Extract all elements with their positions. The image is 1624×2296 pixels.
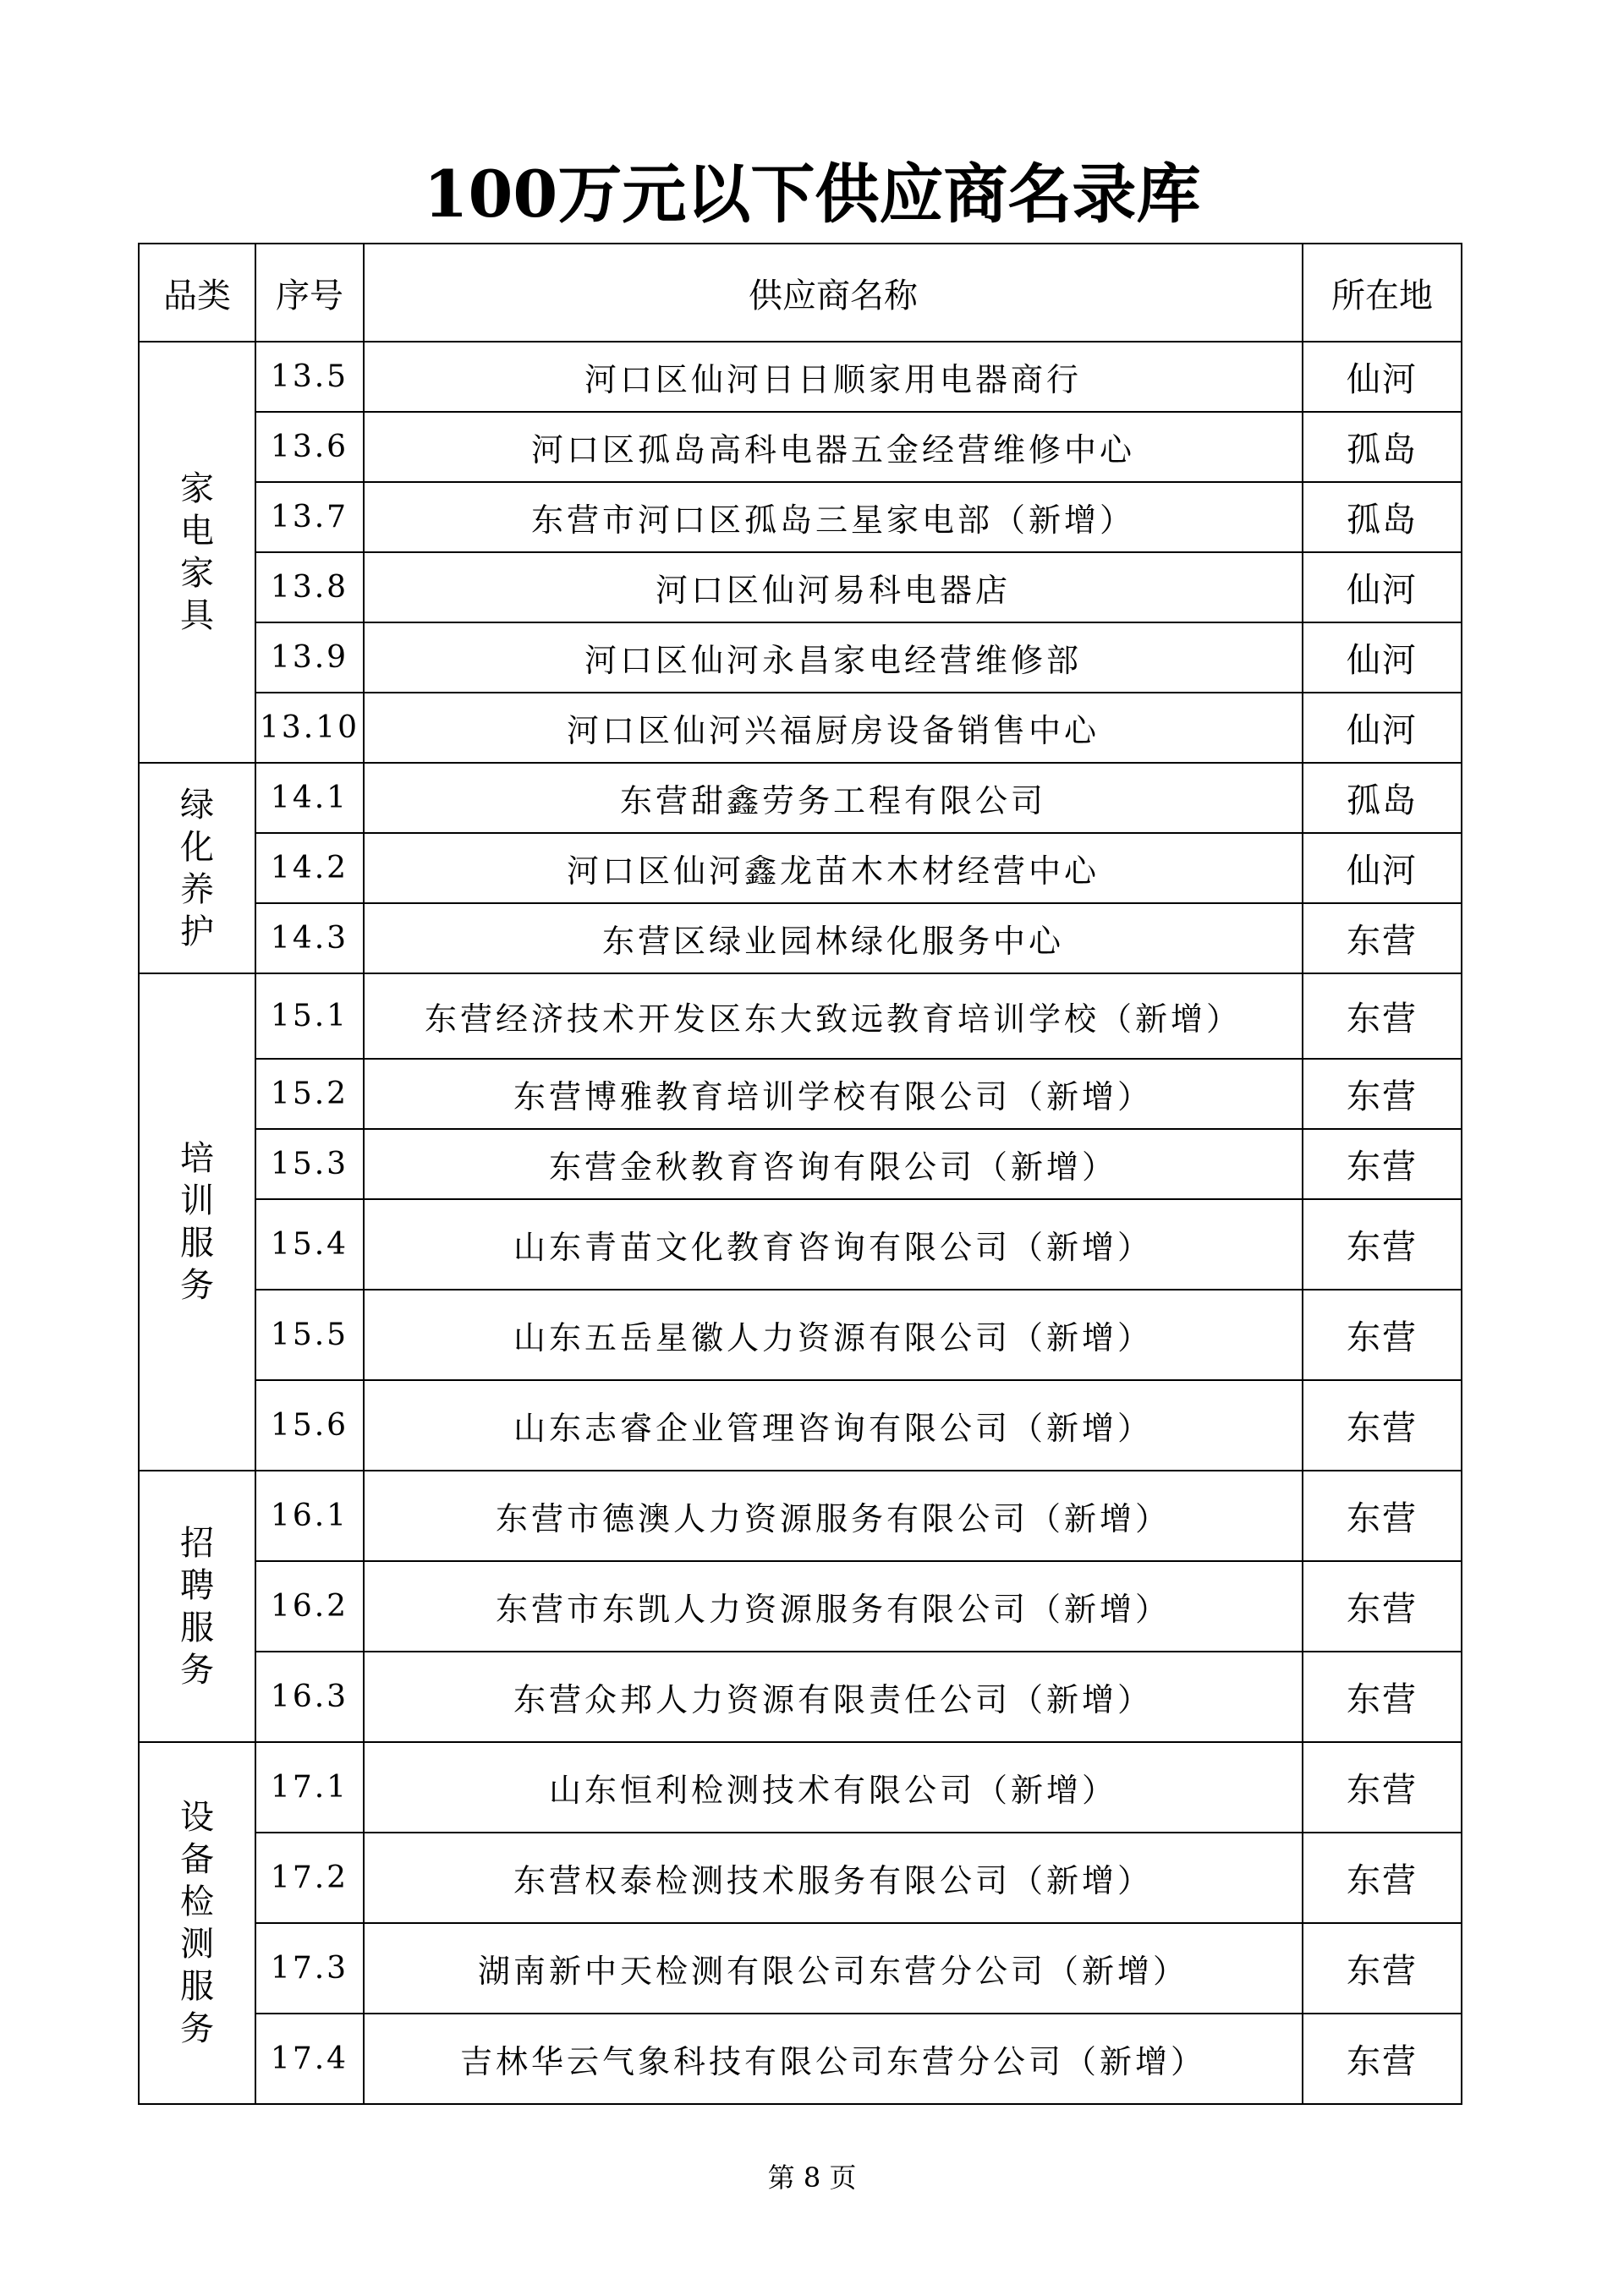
category-cell: 家电家具 [139, 342, 255, 763]
table-row [139, 903, 1462, 973]
table-row [139, 622, 1462, 693]
seq-cell: 14.1 [255, 763, 364, 833]
table-row [139, 1290, 1462, 1380]
supplier-name-cell: 河口区仙河易科电器店 [364, 552, 1303, 622]
location-cell: 东营 [1303, 1129, 1462, 1199]
supplier-name-cell: 湖南新中天检测有限公司东营分公司（新增） [364, 1923, 1303, 2014]
location-cell: 仙河 [1303, 693, 1462, 763]
location-cell: 孤岛 [1303, 763, 1462, 833]
table-row [139, 833, 1462, 903]
seq-cell: 13.8 [255, 552, 364, 622]
header-seq: 序号 [255, 244, 364, 342]
seq-cell: 14.3 [255, 903, 364, 973]
seq-cell: 17.2 [255, 1833, 364, 1923]
supplier-name-cell: 东营众邦人力资源有限责任公司（新增） [364, 1652, 1303, 1742]
category-cell: 绿化养护 [139, 763, 255, 973]
table-row [139, 412, 1462, 482]
seq-cell: 15.3 [255, 1129, 364, 1199]
location-cell: 仙河 [1303, 552, 1462, 622]
table-row [139, 482, 1462, 552]
location-cell: 东营 [1303, 973, 1462, 1059]
table-header-row [139, 244, 1462, 342]
table-row [139, 552, 1462, 622]
seq-cell: 17.4 [255, 2014, 364, 2104]
table-row [139, 1471, 1462, 1561]
seq-cell: 13.9 [255, 622, 364, 693]
table-row [139, 763, 1462, 833]
seq-cell: 16.3 [255, 1652, 364, 1742]
table-row [139, 1380, 1462, 1471]
seq-cell: 15.2 [255, 1059, 364, 1129]
table-row [139, 1129, 1462, 1199]
table-row [139, 1561, 1462, 1652]
table-row [139, 1652, 1462, 1742]
location-cell: 孤岛 [1303, 412, 1462, 482]
seq-cell: 15.4 [255, 1199, 364, 1290]
location-cell: 东营 [1303, 1652, 1462, 1742]
supplier-name-cell: 河口区仙河永昌家电经营维修部 [364, 622, 1303, 693]
location-cell: 东营 [1303, 1290, 1462, 1380]
seq-cell: 13.7 [255, 482, 364, 552]
supplier-name-cell: 东营金秋教育咨询有限公司（新增） [364, 1129, 1303, 1199]
location-cell: 东营 [1303, 1561, 1462, 1652]
supplier-name-cell: 山东青苗文化教育咨询有限公司（新增） [364, 1199, 1303, 1290]
location-cell: 仙河 [1303, 622, 1462, 693]
location-cell: 东营 [1303, 1833, 1462, 1923]
location-cell: 东营 [1303, 1380, 1462, 1471]
seq-cell: 16.1 [255, 1471, 364, 1561]
supplier-name-cell: 东营市德澳人力资源服务有限公司（新增） [364, 1471, 1303, 1561]
location-cell: 东营 [1303, 2014, 1462, 2104]
supplier-name-cell: 东营权泰检测技术服务有限公司（新增） [364, 1833, 1303, 1923]
supplier-name-cell: 东营区绿业园林绿化服务中心 [364, 903, 1303, 973]
location-cell: 东营 [1303, 1923, 1462, 2014]
location-cell: 孤岛 [1303, 482, 1462, 552]
location-cell: 仙河 [1303, 833, 1462, 903]
page-title: 100万元以下供应商名录库 [423, 156, 1201, 232]
supplier-name-cell: 山东五岳星徽人力资源有限公司（新增） [364, 1290, 1303, 1380]
table-row [139, 1833, 1462, 1923]
seq-cell: 17.3 [255, 1923, 364, 2014]
table-row [139, 1199, 1462, 1290]
table-row [139, 1059, 1462, 1129]
supplier-name-cell: 河口区仙河日日顺家用电器商行 [364, 342, 1303, 412]
table-row [139, 1923, 1462, 2014]
location-cell: 仙河 [1303, 342, 1462, 412]
location-cell: 东营 [1303, 1471, 1462, 1561]
location-cell: 东营 [1303, 1199, 1462, 1290]
seq-cell: 15.1 [255, 973, 364, 1059]
category-cell: 设备检测服务 [139, 1742, 255, 2104]
seq-cell: 16.2 [255, 1561, 364, 1652]
seq-cell: 13.6 [255, 412, 364, 482]
supplier-name-cell: 河口区孤岛高科电器五金经营维修中心 [364, 412, 1303, 482]
supplier-name-cell: 东营甜鑫劳务工程有限公司 [364, 763, 1303, 833]
location-cell: 东营 [1303, 1059, 1462, 1129]
supplier-name-cell: 河口区仙河兴福厨房设备销售中心 [364, 693, 1303, 763]
category-cell: 招聘服务 [139, 1471, 255, 1742]
seq-cell: 17.1 [255, 1742, 364, 1833]
location-cell: 东营 [1303, 1742, 1462, 1833]
supplier-name-cell: 东营经济技术开发区东大致远教育培训学校（新增） [364, 973, 1303, 1059]
seq-cell: 13.5 [255, 342, 364, 412]
header-location: 所在地 [1303, 244, 1462, 342]
supplier-name-cell: 东营博雅教育培训学校有限公司（新增） [364, 1059, 1303, 1129]
supplier-name-cell: 东营市河口区孤岛三星家电部（新增） [364, 482, 1303, 552]
seq-cell: 15.6 [255, 1380, 364, 1471]
location-cell: 东营 [1303, 903, 1462, 973]
table-row [139, 1742, 1462, 1833]
supplier-name-cell: 山东志睿企业管理咨询有限公司（新增） [364, 1380, 1303, 1471]
seq-cell: 15.5 [255, 1290, 364, 1380]
table-row [139, 2014, 1462, 2104]
seq-cell: 14.2 [255, 833, 364, 903]
header-category: 品类 [139, 244, 255, 342]
supplier-name-cell: 河口区仙河鑫龙苗木木材经营中心 [364, 833, 1303, 903]
supplier-name-cell: 吉林华云气象科技有限公司东营分公司（新增） [364, 2014, 1303, 2104]
seq-cell: 13.10 [255, 693, 364, 763]
supplier-name-cell: 东营市东凯人力资源服务有限公司（新增） [364, 1561, 1303, 1652]
table-row [139, 342, 1462, 412]
page-number: 第 8 页 [767, 2162, 857, 2194]
table-row [139, 693, 1462, 763]
supplier-name-cell: 山东恒利检测技术有限公司（新增） [364, 1742, 1303, 1833]
supplier-table [138, 243, 1462, 2105]
header-name: 供应商名称 [364, 244, 1303, 342]
category-cell: 培训服务 [139, 973, 255, 1471]
table-row [139, 973, 1462, 1059]
